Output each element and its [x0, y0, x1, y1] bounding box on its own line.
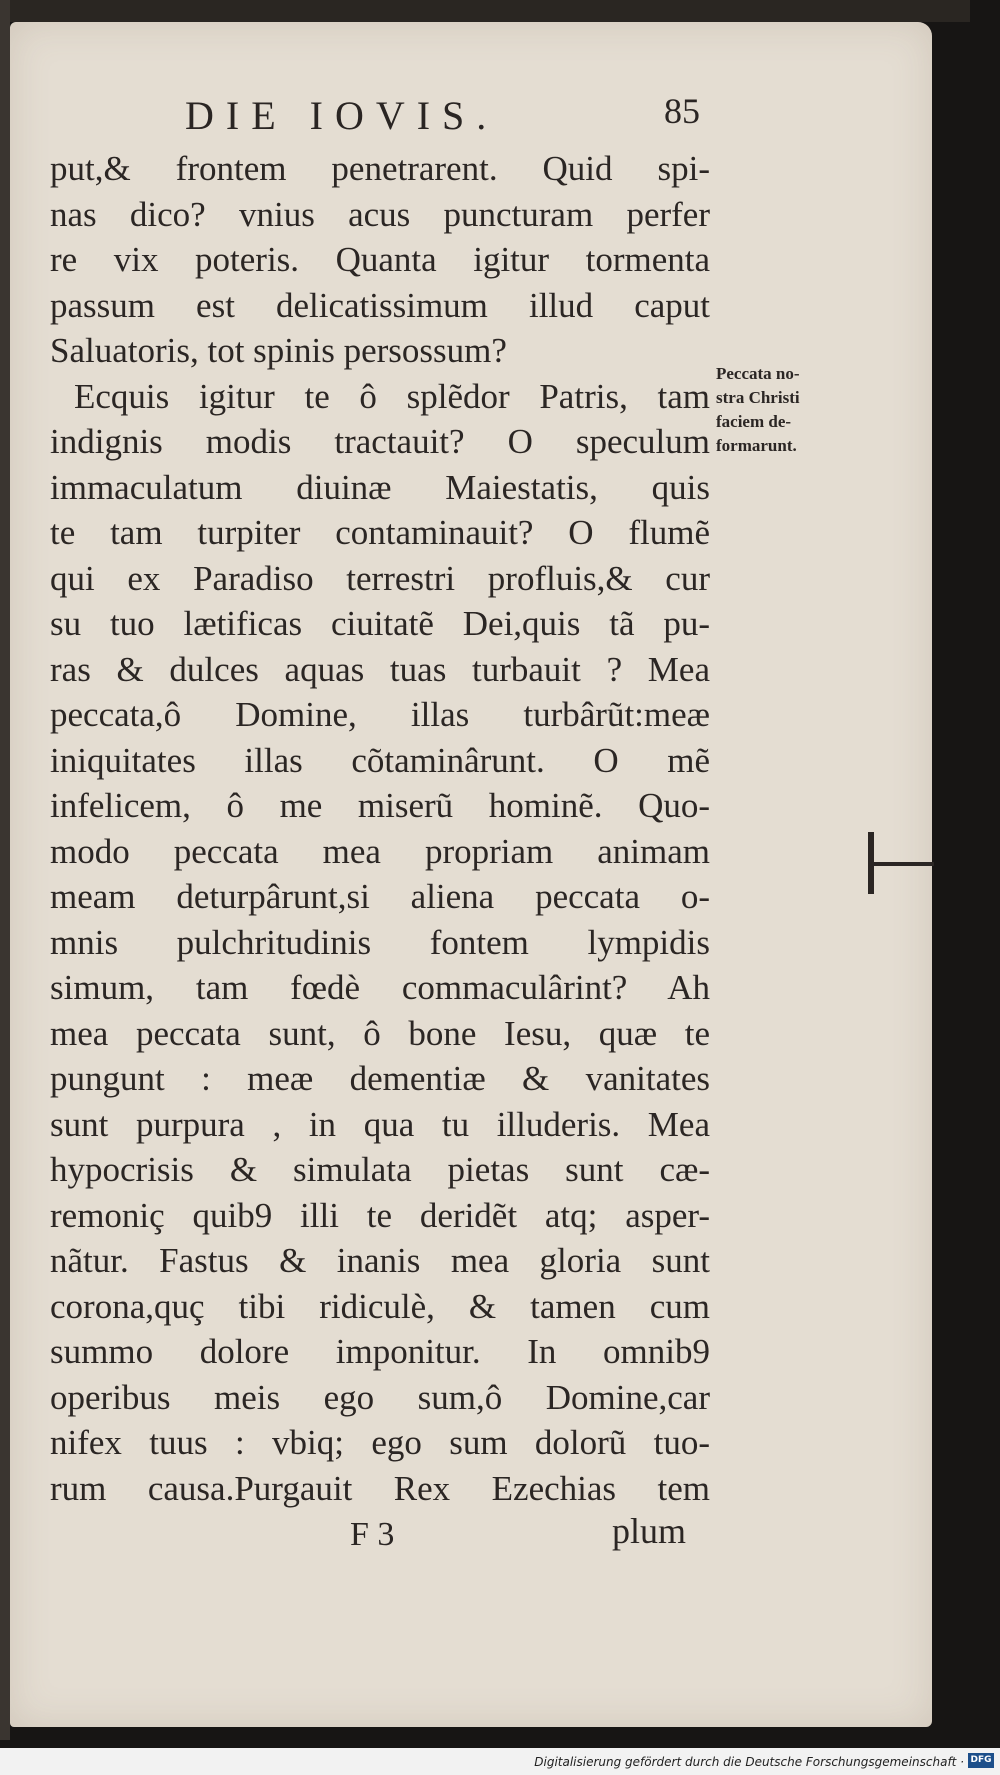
text-line: meam deturpârunt,si aliena peccata o-: [50, 877, 710, 916]
text-line: mnis pulchritudinis fontem lympidis: [50, 922, 710, 962]
text-line: put,& frontem penetrarent. Quid spi-: [50, 149, 710, 188]
text-line: modo peccata mea propriam animam: [50, 831, 710, 871]
left-page-edge: [0, 0, 10, 1740]
text-line: su tuo lætificas ciuitatẽ Dei,quis tã pu-: [50, 604, 710, 643]
text-line: summo dolore imponitur. In omnib9: [50, 1332, 710, 1371]
dfg-logo-icon: DFG: [968, 1753, 994, 1768]
text-line: nifex tuus : vbiq; ego sum dolorũ tuo-: [50, 1423, 710, 1462]
marginal-note-line: Peccata no-: [716, 364, 800, 383]
text-line: indignis modis tractauit? O speculum: [50, 422, 710, 461]
running-head: DIE IOVIS.: [185, 93, 499, 138]
text-line: nãtur. Fastus & inanis mea gloria sunt: [50, 1241, 710, 1280]
catchword: plum: [612, 1511, 687, 1551]
text-line: simum, tam fœdè commaculârint? Ah: [50, 968, 710, 1007]
text-line: remoniç quib9 illi te deridẽt atq; asper-: [50, 1195, 710, 1235]
text-line: sunt purpura , in qua tu illuderis. Mea: [50, 1104, 710, 1144]
text-line: operibus meis ego sum,ô Domine,car: [50, 1377, 710, 1417]
text-line: iniquitates illas cõtaminârunt. O mẽ: [50, 740, 710, 780]
signature-mark: F 3: [350, 1516, 395, 1553]
page-number: 85: [664, 91, 700, 131]
text-line: corona,quç tibi ridiculè, & tamen cum: [50, 1286, 710, 1326]
text-line: nas dico? vnius acus puncturam perfer: [50, 194, 710, 234]
text-line: ras & dulces aquas tuas turbauit ? Mea: [50, 649, 710, 689]
text-line: mea peccata sunt, ô bone Iesu, quæ te: [50, 1013, 710, 1053]
marginal-note-line: faciem de-: [716, 412, 792, 431]
text-line: passum est delicatissimum illud caput: [50, 285, 710, 325]
body-text: [50, 146, 710, 1511]
marginal-note-line: formarunt.: [716, 436, 797, 455]
text-line: Saluatoris, tot spinis persossum?: [50, 331, 507, 370]
text-line: rum causa.Purgauit Rex Ezechias tem: [50, 1468, 710, 1508]
top-shadow: [10, 0, 970, 22]
text-line: hypocrisis & simulata pietas sunt cæ-: [50, 1150, 710, 1189]
funding-credit: Digitalisierung gefördert durch die Deutsche Forschungsgemeinschaft ·: [534, 1755, 964, 1769]
text-line: Ecquis igitur te ô splẽdor Patris, tam: [74, 376, 710, 416]
text-line: infelicem, ô me miserũ hominẽ. Quo-: [50, 786, 710, 825]
text-line: immaculatum diuinæ Maiestatis, quis: [50, 467, 710, 507]
text-line: peccata,ô Domine, illas turbârũt:meæ: [50, 695, 710, 734]
text-line: qui ex Paradiso terrestri profluis,& cur: [50, 558, 710, 598]
ink-mark: [874, 862, 934, 866]
text-line: te tam turpiter contaminauit? O flumẽ: [50, 513, 710, 552]
marginal-note: [716, 362, 876, 458]
text-line: pungunt : meæ dementiæ & vanitates: [50, 1059, 710, 1098]
marginal-note-line: stra Christi: [716, 388, 800, 407]
text-line: re vix poteris. Quanta igitur tormenta: [50, 240, 710, 279]
